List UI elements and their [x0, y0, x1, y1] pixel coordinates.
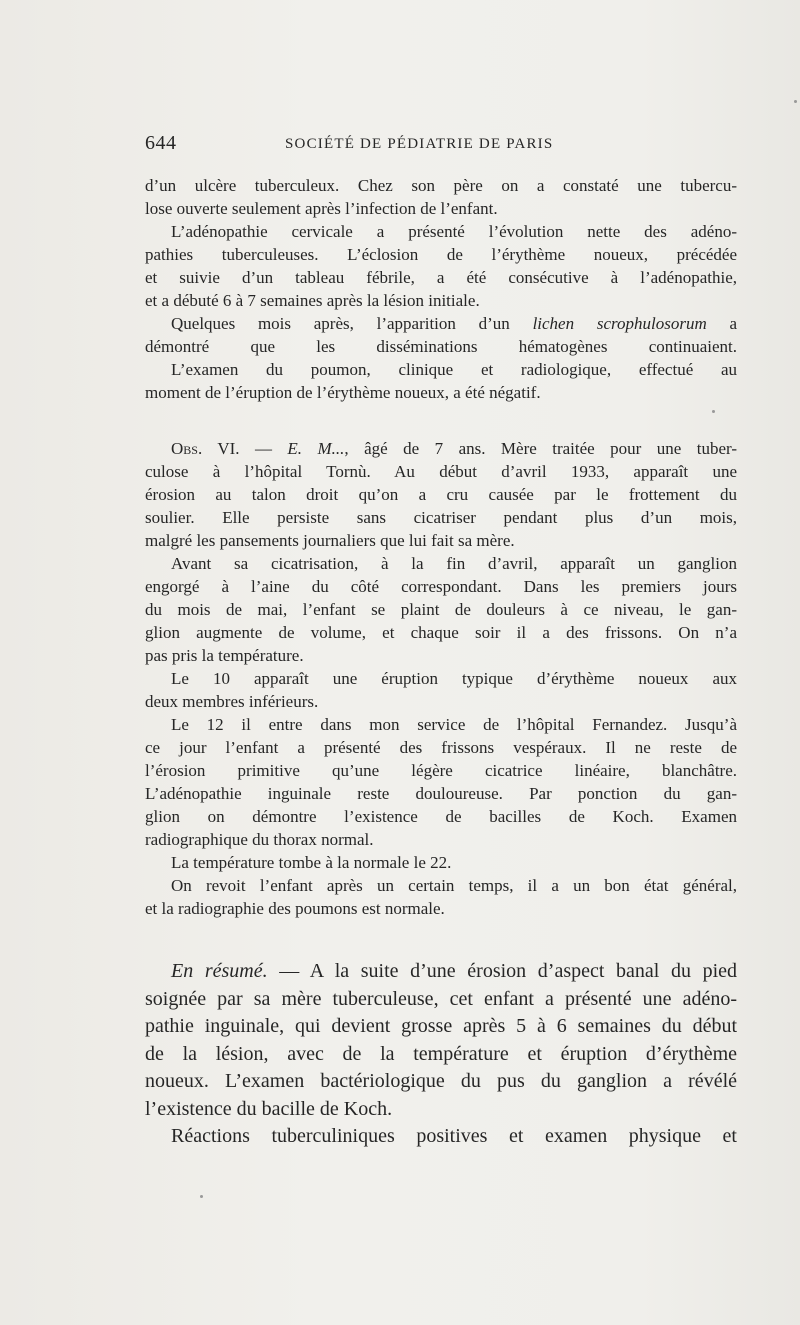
text-line — [145, 312, 737, 335]
text-line: La température tombe à la normale le 22. — [171, 853, 452, 872]
paragraph-1 — [145, 174, 737, 220]
text-run: Quelques mois après, l’apparition d’un — [171, 314, 510, 333]
text-line: malgré les pansements journaliers que lui fait sa mère. — [145, 531, 515, 550]
text-line: démontré que les disséminations hématogènes continuaient. — [145, 337, 737, 356]
text-line: soulier. Elle persiste sans cicatriser pendant plus d’un mois, — [145, 508, 737, 527]
text-line — [145, 958, 737, 986]
observation-paragraph — [145, 437, 737, 552]
text-run: a — [729, 314, 738, 333]
text-line: du mois de mai, l’enfant se plaint de douleurs à ce niveau, le gan- — [145, 600, 737, 619]
paragraph-6 — [145, 667, 737, 713]
page-number: 644 — [145, 132, 177, 154]
text-line: ce jour l’enfant a présenté des frissons vespéraux. Il ne reste de — [145, 738, 737, 757]
text-line: d’un ulcère tuberculeux. Chez son père on a constaté une tubercu- — [145, 176, 737, 195]
text-line: Le 12 il entre dans mon service de l’hôpital Fernandez. Jusqu’à — [171, 715, 737, 734]
paragraph-5 — [145, 552, 737, 667]
text-line: et a débuté 6 à 7 semaines après la lésion initiale. — [145, 291, 480, 310]
text-line: engorgé à l’aine du côté correspondant. Dans les premiers jours — [145, 577, 737, 596]
text-line: moment de l’éruption de l’érythème noueux, a été négatif. — [145, 383, 541, 402]
summary-paragraph — [145, 958, 737, 1123]
text-line: Le 10 apparaît une éruption typique d’érythème noueux aux — [171, 669, 737, 688]
text-line: L’adénopathie cervicale a présenté l’évolution nette des adéno- — [171, 222, 737, 241]
text-line: érosion au talon droit qu’on a cru causée par le frottement du — [145, 485, 737, 504]
text-line: l’existence du bacille de Koch. — [145, 1097, 393, 1120]
text-line: et la radiographie des poumons est normale. — [145, 899, 445, 918]
paragraph-7 — [145, 713, 737, 851]
text-run: — A la suite d’une érosion d’aspect banal du pied — [267, 960, 738, 982]
page-header — [145, 132, 740, 160]
text-line: soignée par sa mère tuberculeuse, cet enfant a présenté une adéno- — [145, 987, 737, 1010]
final-paragraph — [145, 1123, 737, 1151]
text-line: de la lésion, avec de la température et éruption d’érythème — [145, 1042, 737, 1065]
text-line: pathies tuberculeuses. L’éclosion de l’érythème noueux, précédée — [145, 245, 737, 264]
running-head: SOCIÉTÉ DE PÉDIATRIE DE PARIS — [285, 136, 554, 152]
text-line: L’adénopathie inguinale reste douloureuse. Par ponction du gan- — [145, 784, 737, 803]
paragraph-3 — [145, 312, 737, 358]
scan-speck — [794, 100, 797, 103]
patient-initials: E. M... — [287, 439, 345, 458]
text-line: deux membres inférieurs. — [145, 692, 319, 711]
paragraph-8 — [145, 851, 737, 874]
text-run: — — [239, 439, 288, 458]
text-line: Réactions tuberculiniques positives et examen physique et — [171, 1125, 737, 1147]
paragraph-2 — [145, 220, 737, 312]
text-run: , âgé de 7 ans. Mère traitée pour une tuber- — [344, 439, 738, 458]
scan-speck — [200, 1195, 203, 1198]
text-line: radiographique du thorax normal. — [145, 830, 374, 849]
italic-term: lichen scrophulosorum — [532, 314, 707, 333]
paragraph-9 — [145, 874, 737, 920]
scan-speck — [712, 410, 715, 413]
paragraph-4 — [145, 358, 737, 404]
text-line: On revoit l’enfant après un certain temps, il a un bon état général, — [171, 876, 737, 895]
text-line: glion augmente de volume, et chaque soir il a des frissons. On n’a — [145, 623, 737, 642]
text-line: Avant sa cicatrisation, à la fin d’avril, apparaît un ganglion — [171, 554, 737, 573]
text-line: et suivie d’un tableau fébrile, a été consécutive à l’adénopathie, — [145, 268, 737, 287]
text-line: noueux. L’examen bactériologique du pus du ganglion a révélé — [145, 1070, 737, 1092]
text-line: glion on démontre l’existence de bacilles de Koch. Examen — [145, 807, 737, 826]
text-line: L’examen du poumon, clinique et radiologique, effectué au — [171, 360, 737, 379]
text-line: culose à l’hôpital Tornù. Au début d’avril 1933, apparaît une — [145, 462, 737, 481]
summary-lead: En résumé. — [171, 960, 268, 982]
text-line: l’érosion primitive qu’une légère cicatrice linéaire, blanchâtre. — [145, 761, 737, 780]
text-line: lose ouverte seulement après l’infection de l’enfant. — [145, 199, 498, 218]
text-line: pas pris la température. — [145, 646, 304, 665]
obs-label: Obs. VI. — [171, 439, 240, 458]
text-line — [145, 437, 737, 460]
text-line: pathie inguinale, qui devient grosse après 5 à 6 semaines du début — [145, 1015, 737, 1037]
